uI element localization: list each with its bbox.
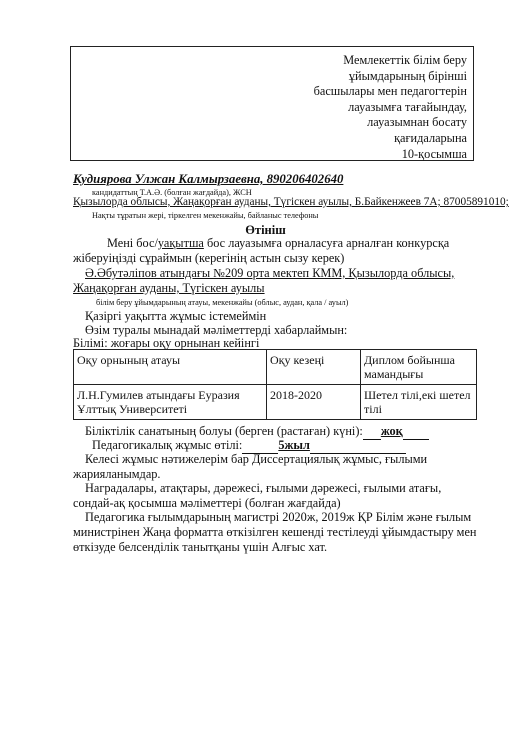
organization-line-1: Ә.Әбутәліпов атындағы №209 орта мектеп КММ, Қызылорда облысы, bbox=[85, 266, 455, 280]
document-title: Өтініш bbox=[245, 223, 286, 237]
extra-info-paragraph: Педагогика ғылымдарының магистрі 2020ж, 2019ж ҚР Білім және ғылым министрінен Жаңа форматта өткізілген кешенді тестілеуді ұйымдастыру мен өткізуде белсенділік танытқаны үшін Алғыс хат. bbox=[73, 510, 477, 554]
request-text-c: бос лауазымға орналасуға арналған конкурсқа bbox=[203, 236, 450, 250]
results-paragraph: Келесі жұмыс нәтижелерім бар Диссертациялық жұмыс, ғылыми жарияланымдар. bbox=[73, 452, 428, 481]
education-label: Білімі: жоғары оқу орнынан кейінгі bbox=[73, 336, 260, 350]
fill-underline bbox=[403, 424, 429, 440]
note-line: 10-қосымша bbox=[401, 146, 467, 161]
request-text-underlined: уақытша bbox=[157, 236, 204, 250]
table-header-cell: Диплом бойынша мамандығы bbox=[361, 350, 477, 385]
organization-line-2: Жаңақорған ауданы, Түгіскен ауылы bbox=[73, 281, 265, 295]
appendix-note-box bbox=[70, 46, 474, 161]
note-line: лауазымнан босату bbox=[367, 115, 467, 130]
qualification-label: Біліктілік санатының болуы (берген (растаған) күні): bbox=[85, 424, 363, 438]
experience-label: Педагогикалық жұмыс өтілі: bbox=[92, 438, 243, 452]
appendix-note-text bbox=[314, 53, 467, 162]
experience-value: 5жыл bbox=[278, 438, 310, 452]
applicant-address-caption: Нақты тұратын жері, тіркелген мекенжайы, байланыс телефоны bbox=[92, 211, 319, 220]
table-row bbox=[74, 385, 477, 420]
applicant-name-caption: кандидаттың Т.А.Ә. (болған жағдайда), ЖСН bbox=[92, 188, 252, 197]
table-header-cell: Оқу орнының атауы bbox=[74, 350, 267, 385]
note-line: Мемлекеттік білім беру bbox=[343, 53, 467, 67]
table-header-row bbox=[74, 350, 477, 385]
applicant-address: Қызылорда облысы, Жаңақорған ауданы, Түгіскен ауылы, Б.Байкенжеев 7А; 87005891010; bbox=[73, 196, 509, 208]
request-line-2: жіберуіңізді сұраймын (керегінің астын сызу керек) bbox=[73, 251, 345, 265]
note-line: басшылары мен педагогтерін bbox=[313, 84, 467, 99]
table-cell-specialty: Шетел тілі,екі шетел тілі bbox=[361, 385, 477, 420]
table-header-cell: Оқу кезеңі bbox=[267, 350, 361, 385]
note-line: ұйымдарының бірінші bbox=[348, 68, 467, 83]
awards-paragraph: Наградалары, атақтары, дәрежесі, ғылыми дәрежесі, ғылыми атағы, сондай-ақ қосымша мәліметтері (болған жағдайда) bbox=[73, 481, 442, 510]
organization-caption: білім беру ұйымдарының атауы, мекенжайы (облыс, аудан, қала / ауыл) bbox=[96, 298, 349, 307]
table-cell-institution: Л.Н.Гумилев атындағы Еуразия Ұлттық Университеті bbox=[74, 385, 267, 420]
request-line-1 bbox=[107, 236, 449, 251]
note-line: лауазымға тағайындау, bbox=[348, 99, 467, 114]
qualification-value: жоқ bbox=[380, 424, 403, 438]
request-text-a: Мені бос/ bbox=[107, 236, 158, 250]
table-cell-period: 2018-2020 bbox=[267, 385, 361, 420]
current-job: Қазіргі уақытта жұмыс істемеймін bbox=[85, 309, 267, 323]
note-line: қағидаларына bbox=[394, 130, 467, 145]
info-intro: Өзім туралы мынадай мәліметтерді хабарлаймын: bbox=[85, 323, 348, 337]
education-table bbox=[73, 349, 477, 420]
applicant-name: Кудиярова Улжан Калмырзаевна, 890206402640 bbox=[73, 172, 344, 186]
